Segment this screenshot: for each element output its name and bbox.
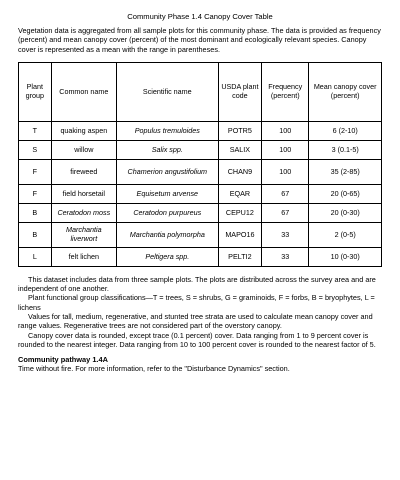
table-notes <box>18 275 382 349</box>
cell-cover: 6 (2-10) <box>309 121 382 140</box>
cell-frequency: 100 <box>262 140 309 159</box>
cell-frequency: 67 <box>262 203 309 222</box>
cell-scientific: Marchantia polymorpha <box>116 222 218 247</box>
cell-group: B <box>19 222 52 247</box>
cell-code: CHAN9 <box>218 159 262 184</box>
header-frequency: Frequency (percent) <box>262 62 309 121</box>
pathway-heading: Community pathway 1.4A <box>18 355 108 365</box>
cell-cover: 2 (0-5) <box>309 222 382 247</box>
table-row <box>19 140 382 159</box>
note-sample-plots: This dataset includes data from three sample plots. The plots are distributed across the survey area and are independent of one another. <box>18 274 376 294</box>
cell-code: POTR5 <box>218 121 262 140</box>
cell-group: T <box>19 121 52 140</box>
cell-code: PELTI2 <box>218 247 262 266</box>
header-scientific-name: Scientific name <box>116 62 218 121</box>
cell-frequency: 100 <box>262 121 309 140</box>
cell-cover: 20 (0-30) <box>309 203 382 222</box>
cell-frequency: 33 <box>262 247 309 266</box>
table-row <box>19 247 382 266</box>
table-row <box>19 222 382 247</box>
header-mean-cover: Mean canopy cover (percent) <box>309 62 382 121</box>
page-title: Community Phase 1.4 Canopy Cover Table <box>127 12 273 21</box>
cell-frequency: 33 <box>262 222 309 247</box>
cell-cover: 35 (2-85) <box>309 159 382 184</box>
cell-code: SALIX <box>218 140 262 159</box>
cell-scientific: Peltigera spp. <box>116 247 218 266</box>
cell-scientific: Chamerion angustifolium <box>116 159 218 184</box>
cell-common: quaking aspen <box>51 121 116 140</box>
table-row <box>19 203 382 222</box>
header-plant-group: Plant group <box>19 62 52 121</box>
table-row <box>19 121 382 140</box>
table-row <box>19 159 382 184</box>
cell-scientific: Ceratodon purpureus <box>116 203 218 222</box>
cell-group: F <box>19 184 52 203</box>
header-common-name: Common name <box>51 62 116 121</box>
cell-cover: 10 (0-30) <box>309 247 382 266</box>
cell-frequency: 67 <box>262 184 309 203</box>
cell-group: S <box>19 140 52 159</box>
header-usda-code: USDA plant code <box>218 62 262 121</box>
table-header-row <box>19 62 382 121</box>
cell-common: willow <box>51 140 116 159</box>
cell-common: felt lichen <box>51 247 116 266</box>
cell-code: MAPO16 <box>218 222 262 247</box>
cell-code: CEPU12 <box>218 203 262 222</box>
cell-common: Marchantia liverwort <box>51 222 116 247</box>
cell-common: fireweed <box>51 159 116 184</box>
table-row <box>19 184 382 203</box>
cell-code: EQAR <box>218 184 262 203</box>
cell-scientific: Salix spp. <box>116 140 218 159</box>
cell-frequency: 100 <box>262 159 309 184</box>
note-rounding: Canopy cover data is rounded, except trace (0.1 percent) cover. Data ranging from 1 to 9 percent cover is rounded to the nearest integer. Data ranging from 10 to 100 percent cover is rounded to the nearest factor of 5. <box>18 330 376 349</box>
canopy-cover-table <box>18 62 382 267</box>
cell-scientific: Populus tremuloides <box>116 121 218 140</box>
cell-group: L <box>19 247 52 266</box>
cell-cover: 20 (0-65) <box>309 184 382 203</box>
cell-common: Ceratodon moss <box>51 203 116 222</box>
cell-common: field horsetail <box>51 184 116 203</box>
pathway-text: Time without fire. For more information, refer to the "Disturbance Dynamics" section. <box>18 364 290 374</box>
cell-group: B <box>19 203 52 222</box>
note-plant-groups: Plant functional group classifications—T = trees, S = shrubs, G = graminoids, F = forbs, B = bryophytes, L = lichens <box>18 293 375 312</box>
cell-scientific: Equisetum arvense <box>116 184 218 203</box>
cell-group: F <box>19 159 52 184</box>
intro-paragraph: Vegetation data is aggregated from all sample plots for this community phase. The data is provided as frequency (percent) and mean canopy cover (percent) of the most dominant and ecologically relevant species. Canopy cover is represented as a mean with the range in parentheses. <box>18 26 381 54</box>
note-tree-strata: Values for tall, medium, regenerative, and stunted tree strata are used to calculate mean canopy cover and range values. Regenerative trees are not considered part of the overstory canopy. <box>18 312 373 331</box>
cell-cover: 3 (0.1-5) <box>309 140 382 159</box>
